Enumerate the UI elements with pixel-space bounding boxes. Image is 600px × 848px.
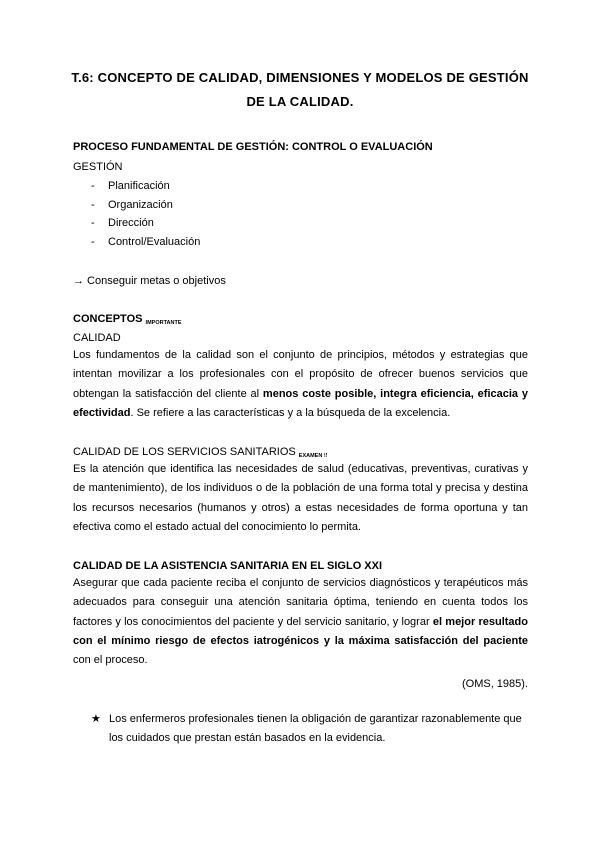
asistencia-text-a: Asegurar que cada paciente reciba el conjunto de servicios diagnósticos y terapéuticos más adecuados para conseguir una atención sanitaria óptima, teniendo en cuenta todos los factores y los conocimientos del paciente y del servicio sanitario, y lograr	[73, 577, 528, 628]
citation: (OMS, 1985).	[461, 678, 528, 690]
section-heading-proceso: PROCESO FUNDAMENTAL DE GESTIÓN: CONTROL O EVALUACIÓN	[73, 141, 433, 153]
calidad-text-a: Los fundamentos de la calidad son el conjunto de principios, métodos y estrategias que intentan movilizar a los profesionales con el propósito de ofrecer buenos servicios que obtengan la satisfacción del cliente al	[73, 349, 528, 400]
gestion-label: GESTIÓN	[73, 161, 123, 173]
dash-bullet: -	[91, 180, 95, 192]
list-item-text: Dirección	[108, 217, 154, 229]
evidence-note-text: Los enfermeros profesionales tienen la obligación de garantizar razonablemente que los cuidados que prestan están basados en la evidencia.	[109, 713, 522, 745]
importante-tag: IMPORTANTE	[145, 320, 182, 326]
servicios-label: CALIDAD DE LOS SERVICIOS SANITARIOS	[73, 446, 296, 458]
dash-bullet: -	[91, 236, 95, 248]
list-item-text: Control/Evaluación	[108, 236, 201, 248]
asistencia-text-bold: el mejor resultado con el mínimo riesgo de efectos iatrogénicos y la máxima satisfacción del paciente	[73, 615, 528, 647]
servicios-paragraph: Es la atención que identifica las necesidades de salud (educativas, preventivas, curativas y de mantenimiento), de los individuos o de la población de una forma total y precisa y destina los recursos necesarios (humanos y otros) a estas necesidades de forma oportuna y tan efectiva como el estado actual del conocimiento lo permita.	[73, 463, 528, 533]
list-item	[91, 235, 200, 249]
goal-line: → Conseguir metas o objetivos	[73, 275, 226, 287]
dash-bullet: -	[91, 199, 95, 211]
calidad-paragraph	[73, 346, 528, 423]
calidad-label: CALIDAD	[73, 332, 121, 344]
list-item	[91, 179, 170, 193]
list-item	[91, 198, 173, 212]
star-bullet-icon: ★	[91, 713, 101, 725]
section-heading-conceptos	[73, 312, 182, 330]
examen-tag: EXAMEN !!	[298, 453, 328, 459]
asistencia-paragraph	[73, 574, 528, 670]
document-title-line-2: DE LA CALIDAD.	[246, 94, 354, 109]
list-item-text: Planificación	[108, 180, 170, 192]
conceptos-heading-text: CONCEPTOS	[73, 313, 143, 325]
asistencia-text-b: con el proceso.	[73, 654, 148, 667]
calidad-text-b: . Se refiere a las características y a la búsqueda de la excelencia.	[130, 406, 451, 419]
section-heading-asistencia: CALIDAD DE LA ASISTENCIA SANITARIA EN EL SIGLO XXI	[73, 560, 383, 572]
document-title-line-1: T.6: CONCEPTO DE CALIDAD, DIMENSIONES Y MODELOS DE GESTIÓN	[71, 70, 529, 85]
list-item-text: Organización	[108, 199, 173, 211]
evidence-note	[91, 710, 528, 749]
dash-bullet: -	[91, 217, 95, 229]
list-item	[91, 216, 154, 230]
calidad-text-bold: menos coste posible, integra eficiencia, eficacia y efectividad	[73, 387, 528, 419]
